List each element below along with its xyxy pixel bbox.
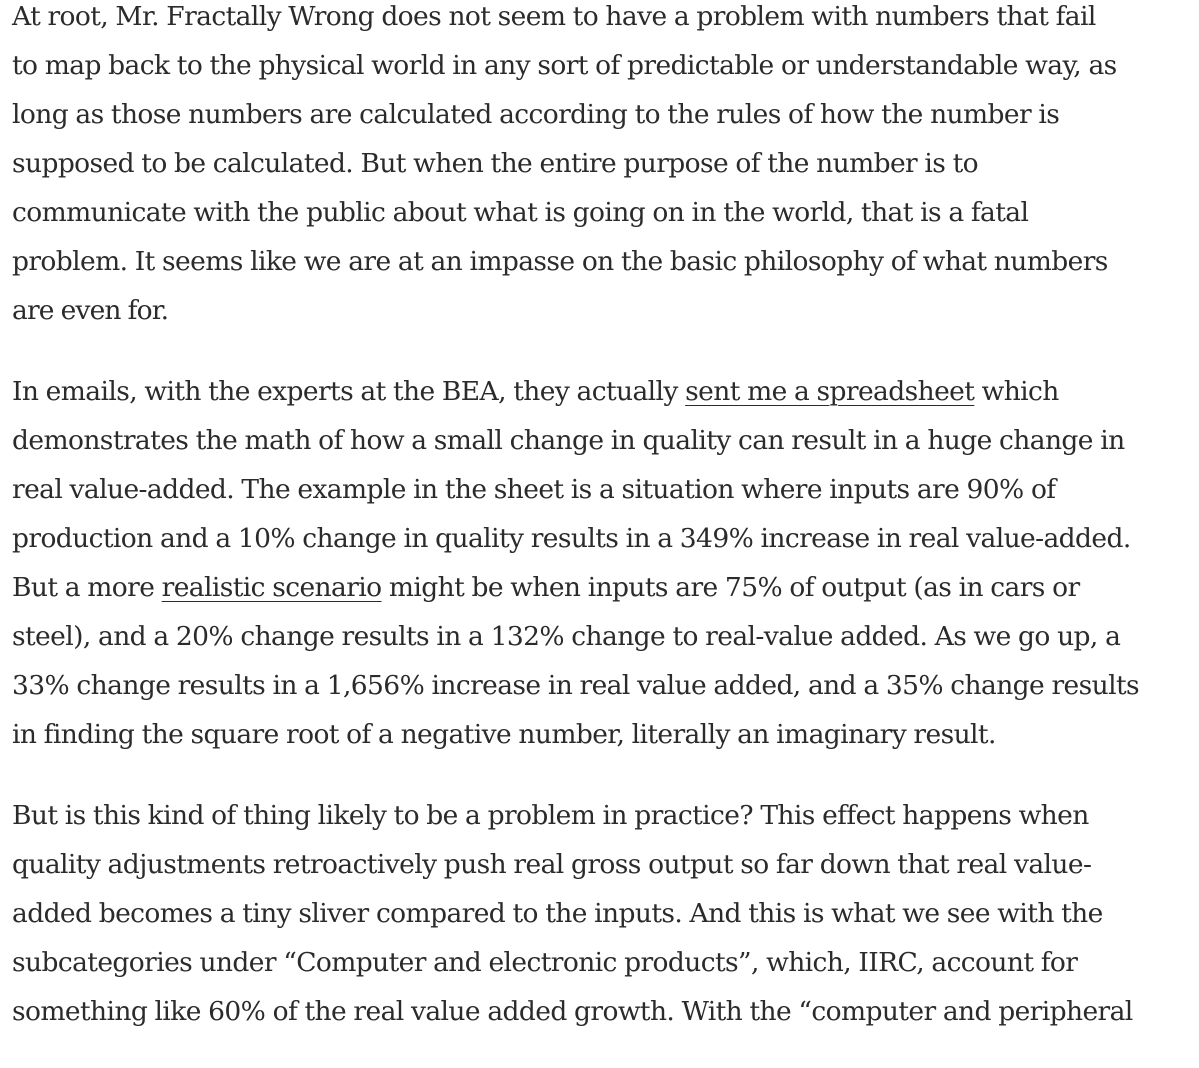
paragraph-line xyxy=(12,0,1196,41)
text-segment: to map back to the physical world in any sort of predictable or understandable way, as xyxy=(12,50,1117,81)
paragraph-line xyxy=(12,661,1196,710)
text-segment: real value-added. The example in the sheet is a situation where inputs are 90% of xyxy=(12,474,1056,505)
paragraph-line xyxy=(12,889,1196,938)
text-segment: communicate with the public about what is going on in the world, that is a fatal xyxy=(12,197,1029,228)
inline-link[interactable]: sent me a spreadsheet xyxy=(685,376,975,407)
paragraph-line xyxy=(12,791,1196,840)
text-segment: added becomes a tiny sliver compared to the inputs. And this is what we see with the xyxy=(12,898,1103,929)
paragraph-line xyxy=(12,367,1196,416)
text-segment: demonstrates the math of how a small change in quality can result in a huge change in xyxy=(12,425,1125,456)
text-segment: steel), and a 20% change results in a 132% change to real-value added. As we go up, a xyxy=(12,621,1121,652)
paragraph-line xyxy=(12,612,1196,661)
text-segment: might be when inputs are 75% of output (as in cars or xyxy=(381,572,1080,603)
text-segment: long as those numbers are calculated according to the rules of how the number is xyxy=(12,99,1060,130)
text-segment: In emails, with the experts at the BEA, they actually xyxy=(12,376,686,407)
text-segment: supposed to be calculated. But when the entire purpose of the number is to xyxy=(12,148,978,179)
paragraph-line xyxy=(12,938,1196,987)
article-paragraph xyxy=(12,791,1196,1036)
text-segment: production and a 10% change in quality results in a 349% increase in real value-added. xyxy=(12,523,1131,554)
paragraph-line xyxy=(12,139,1196,188)
paragraph-line xyxy=(12,514,1196,563)
article-paragraph xyxy=(12,0,1196,335)
text-segment: something like 60% of the real value added growth. With the “computer and peripheral xyxy=(12,996,1133,1027)
paragraph-line xyxy=(12,41,1196,90)
paragraph-line xyxy=(12,563,1196,612)
paragraph-line xyxy=(12,188,1196,237)
paragraph-line xyxy=(12,237,1196,286)
paragraph-line xyxy=(12,710,1196,759)
article-body xyxy=(12,0,1196,1068)
text-segment: subcategories under “Computer and electronic products”, which, IIRC, account for xyxy=(12,947,1078,978)
paragraph-line xyxy=(12,90,1196,139)
paragraph-line xyxy=(12,987,1196,1036)
text-segment: quality adjustments retroactively push real gross output so far down that real value- xyxy=(12,849,1092,880)
paragraph-line xyxy=(12,840,1196,889)
text-segment: 33% change results in a 1,656% increase in real value added, and a 35% change results xyxy=(12,670,1140,701)
inline-link[interactable]: realistic scenario xyxy=(161,572,382,603)
text-segment: in finding the square root of a negative number, literally an imaginary result. xyxy=(12,719,996,750)
paragraph-line xyxy=(12,465,1196,514)
article-paragraph xyxy=(12,367,1196,759)
text-segment: At root, Mr. Fractally Wrong does not seem to have a problem with numbers that fail xyxy=(12,1,1096,32)
paragraph-line xyxy=(12,416,1196,465)
text-segment: But a more xyxy=(12,572,162,603)
text-segment: problem. It seems like we are at an impasse on the basic philosophy of what numbers xyxy=(12,246,1108,277)
paragraph-line xyxy=(12,286,1196,335)
text-segment: But is this kind of thing likely to be a problem in practice? This effect happens when xyxy=(12,800,1089,831)
text-segment: which xyxy=(974,376,1059,407)
text-segment: are even for. xyxy=(12,295,169,326)
